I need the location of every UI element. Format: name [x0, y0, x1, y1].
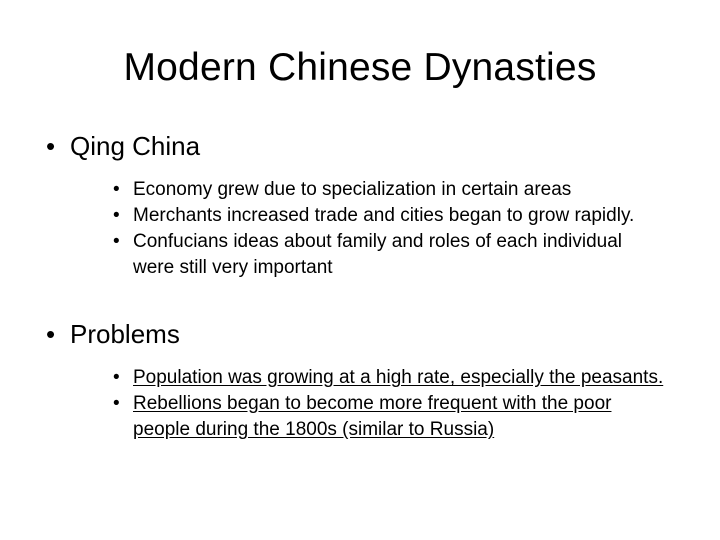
- slide-title: Modern Chinese Dynasties: [123, 46, 597, 89]
- bullet-dot-icon: •: [113, 205, 120, 226]
- qing-china-subpoints: [46, 177, 666, 281]
- subpoint-text: Merchants increased trade and cities began to grow rapidly.: [133, 205, 635, 226]
- subpoint-rebellions: [46, 391, 666, 443]
- bullet-dot-icon: •: [46, 319, 56, 349]
- heading-problems: Problems: [70, 319, 180, 349]
- heading-qing-china: Qing China: [70, 131, 201, 161]
- problems-subpoints: [46, 365, 666, 443]
- subpoint-text: Confucians ideas about family and roles of each individual were still very important: [133, 231, 623, 278]
- bullet-dot-icon: •: [46, 131, 56, 161]
- bullet-dot-icon: •: [113, 393, 120, 414]
- bullet-dot-icon: •: [113, 231, 120, 252]
- bullet-qing-china: [46, 130, 666, 162]
- subpoint-text: Economy grew due to specialization in certain areas: [133, 179, 572, 200]
- bullet-problems: [46, 318, 666, 350]
- bullet-dot-icon: •: [113, 367, 120, 388]
- section-problems: [46, 318, 666, 443]
- subpoint-text-underlined: Rebellions began to become more frequent with the poor people during the 1800s (similar to Russia): [133, 393, 612, 440]
- bullet-dot-icon: •: [113, 179, 120, 200]
- section-qing-china: [46, 130, 666, 281]
- subpoint-text-underlined: Population was growing at a high rate, especially the peasants.: [133, 367, 664, 388]
- subpoint-population: [46, 365, 666, 391]
- subpoint-confucians: [46, 229, 666, 281]
- subpoint-merchants: [46, 203, 666, 229]
- subpoint-economy: [46, 177, 666, 203]
